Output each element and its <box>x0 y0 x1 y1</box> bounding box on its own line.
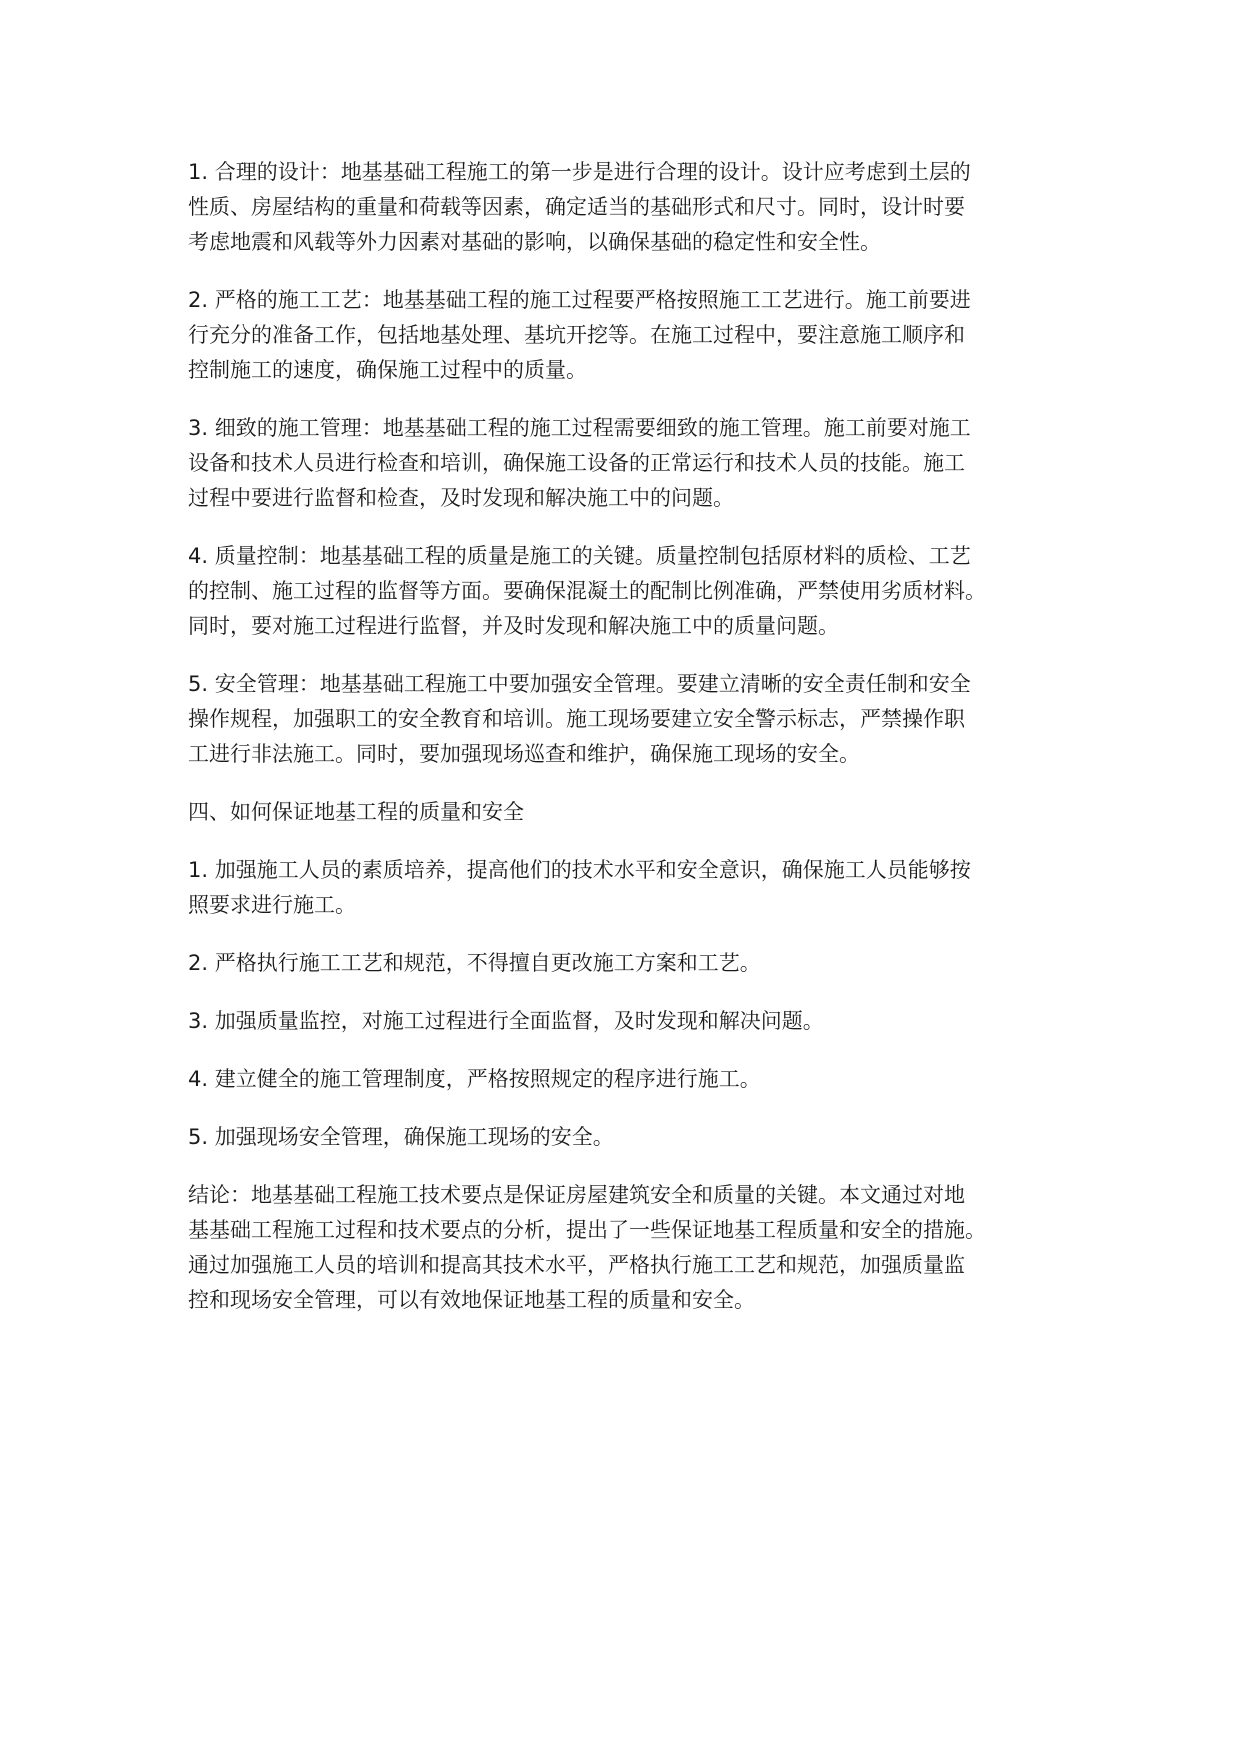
list-item-standards <box>188 946 1068 981</box>
text-line: 1. 合理的设计：地基基础工程施工的第一步是进行合理的设计。设计应考虑到土层的 <box>188 160 971 184</box>
text-line: 工进行非法施工。同时，要加强现场巡查和维护，确保施工现场的安全。 <box>188 742 860 766</box>
text-line: 基基础工程施工过程和技术要点的分析，提出了一些保证地基工程质量和安全的措施。 <box>188 1218 986 1242</box>
text-line: 过程中要进行监督和检查，及时发现和解决施工中的问题。 <box>188 486 734 510</box>
text-line: 操作规程，加强职工的安全教育和培训。施工现场要建立安全警示标志，严禁操作职 <box>188 707 965 731</box>
text-line: 5. 加强现场安全管理，确保施工现场的安全。 <box>188 1125 614 1149</box>
text-line: 控制施工的速度，确保施工过程中的质量。 <box>188 358 587 382</box>
text-line: 2. 严格执行施工工艺和规范，不得擅自更改施工方案和工艺。 <box>188 951 761 975</box>
text-line: 性质、房屋结构的重量和荷载等因素，确定适当的基础形式和尺寸。同时，设计时要 <box>188 195 965 219</box>
paragraph-management <box>188 411 1068 516</box>
text-line: 同时，要对施工过程进行监督，并及时发现和解决施工中的质量问题。 <box>188 614 839 638</box>
text-line: 考虑地震和风载等外力因素对基础的影响，以确保基础的稳定性和安全性。 <box>188 230 881 254</box>
text-line: 3. 加强质量监控，对施工过程进行全面监督，及时发现和解决问题。 <box>188 1009 824 1033</box>
list-item-training <box>188 853 1068 923</box>
paragraph-conclusion <box>188 1178 1068 1318</box>
heading-text: 四、如何保证地基工程的质量和安全 <box>188 800 524 824</box>
text-line: 照要求进行施工。 <box>188 893 356 917</box>
text-line: 控和现场安全管理，可以有效地保证地基工程的质量和安全。 <box>188 1288 755 1312</box>
paragraph-design <box>188 155 1068 260</box>
document-page <box>188 155 1068 1341</box>
text-line: 结论：地基基础工程施工技术要点是保证房屋建筑安全和质量的关键。本文通过对地 <box>188 1183 965 1207</box>
text-line: 4. 建立健全的施工管理制度，严格按照规定的程序进行施工。 <box>188 1067 761 1091</box>
list-item-monitoring <box>188 1004 1068 1039</box>
text-line: 设备和技术人员进行检查和培训，确保施工设备的正常运行和技术人员的技能。施工 <box>188 451 965 475</box>
text-line: 3. 细致的施工管理：地基基础工程的施工过程需要细致的施工管理。施工前要对施工 <box>188 416 971 440</box>
paragraph-quality-control <box>188 539 1068 644</box>
text-line: 的控制、施工过程的监督等方面。要确保混凝土的配制比例准确，严禁使用劣质材料。 <box>188 579 986 603</box>
paragraph-process <box>188 283 1068 388</box>
text-line: 5. 安全管理：地基基础工程施工中要加强安全管理。要建立清晰的安全责任制和安全 <box>188 672 971 696</box>
text-line: 通过加强施工人员的培训和提高其技术水平，严格执行施工工艺和规范，加强质量监 <box>188 1253 965 1277</box>
text-line: 2. 严格的施工工艺：地基基础工程的施工过程要严格按照施工工艺进行。施工前要进 <box>188 288 971 312</box>
list-item-system <box>188 1062 1068 1097</box>
section-heading <box>188 795 1068 830</box>
paragraph-safety <box>188 667 1068 772</box>
list-item-site-safety <box>188 1120 1068 1155</box>
text-line: 行充分的准备工作，包括地基处理、基坑开挖等。在施工过程中，要注意施工顺序和 <box>188 323 965 347</box>
text-line: 4. 质量控制：地基基础工程的质量是施工的关键。质量控制包括原材料的质检、工艺 <box>188 544 971 568</box>
text-line: 1. 加强施工人员的素质培养，提高他们的技术水平和安全意识，确保施工人员能够按 <box>188 858 971 882</box>
